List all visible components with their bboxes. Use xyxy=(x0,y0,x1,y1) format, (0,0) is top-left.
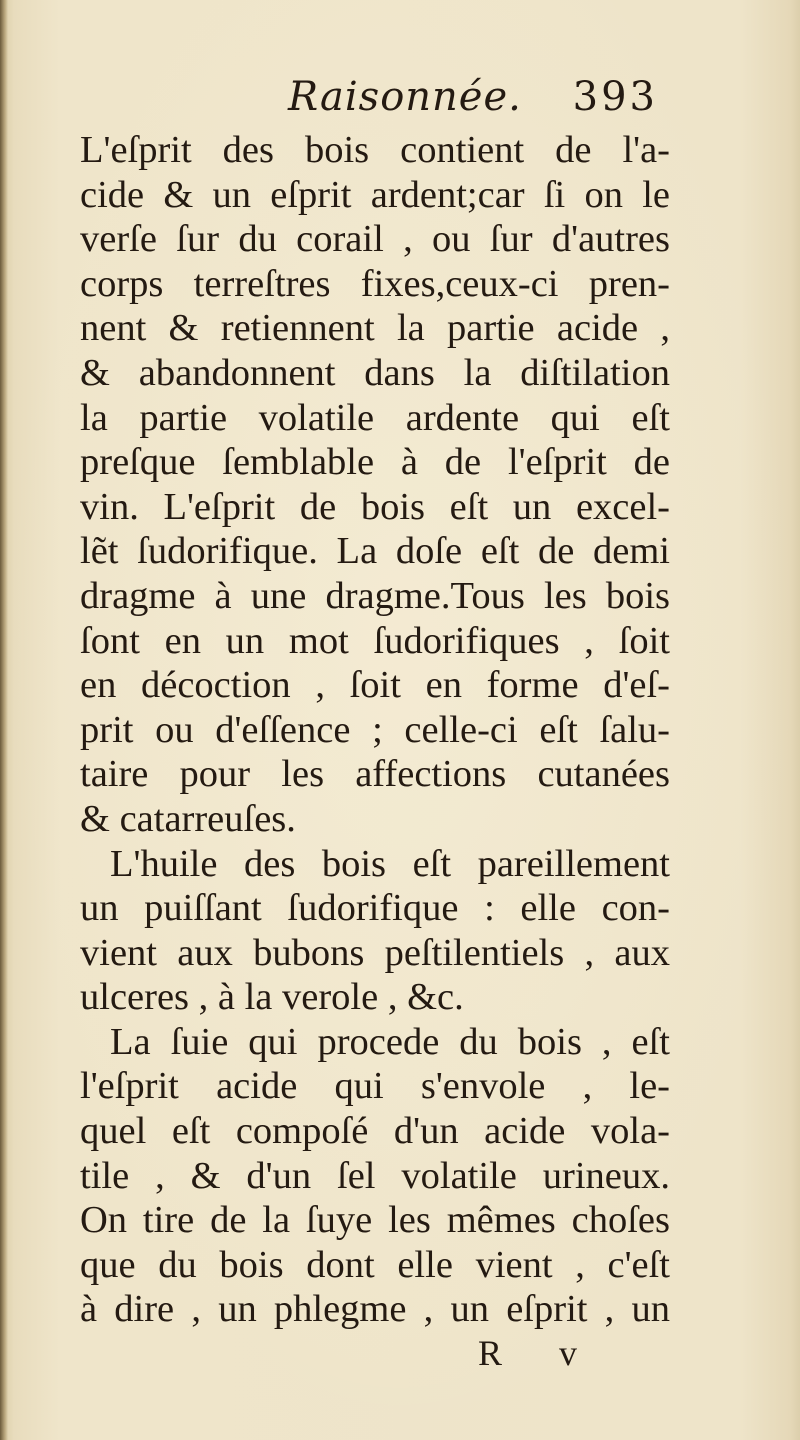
body-text xyxy=(80,128,670,1332)
text-line: verſe ſur du corail , ou ſur d'autres xyxy=(80,218,670,261)
text-line: ulceres , à la verole , &c. xyxy=(80,976,464,1019)
text-line: vin. L'eſprit de bois eſt un excel- xyxy=(80,485,670,528)
text-line: nent & retiennent la partie acide , xyxy=(80,307,670,350)
text-line: à dire , un phlegme , un eſprit , un xyxy=(80,1288,670,1331)
text-line: cide & un eſprit ardent;car ſi on le xyxy=(80,173,670,216)
text-line: tile , & d'un ſel volatile urineux. xyxy=(80,1154,670,1197)
page-spine-edge xyxy=(0,0,8,1440)
text-line: lẽt ſudorifique. La doſe eſt de demi xyxy=(80,530,670,573)
text-line: & catarreuſes. xyxy=(80,797,296,840)
text-line: en décoction , ſoit en forme d'eſ- xyxy=(80,664,670,707)
text-line: & abandonnent dans la diſtilation xyxy=(80,351,670,394)
page-number: 393 xyxy=(572,74,658,120)
text-line: quel eſt compoſé d'un acide vola- xyxy=(80,1110,670,1153)
text-line: prit ou d'eſſence ; celle-ci eſt ſalu- xyxy=(80,708,670,751)
signature-mark: R v xyxy=(478,1333,602,1373)
text-line: l'eſprit acide qui s'envole , le- xyxy=(80,1065,670,1108)
text-line: L'eſprit des bois contient de l'a- xyxy=(80,129,670,171)
text-line: un puiſſant ſudorifique : elle con- xyxy=(80,887,670,930)
running-head-title: Raisonnée. xyxy=(288,74,522,120)
text-line: que du bois dont elle vient , c'eſt xyxy=(80,1243,670,1286)
text-line: On tire de la ſuye les mêmes choſes xyxy=(80,1199,670,1242)
text-line: L'huile des bois eſt pareillement xyxy=(110,842,670,885)
text-line: ſont en un mot ſudorifiques , ſoit xyxy=(80,619,670,662)
text-line: vient aux bubons peſtilentiels , aux xyxy=(80,931,670,974)
running-head xyxy=(288,74,658,128)
text-line: dragme à une dragme.Tous les bois xyxy=(80,574,670,617)
text-line: La ſuie qui procede du bois , eſt xyxy=(110,1020,670,1063)
text-line: corps terreſtres fixes,ceux-ci pren- xyxy=(80,262,670,305)
text-line: taire pour les affections cutanées xyxy=(80,753,670,796)
text-line: preſque ſemblable à de l'eſprit de xyxy=(80,441,670,484)
text-line: la partie volatile ardente qui eſt xyxy=(80,396,670,439)
